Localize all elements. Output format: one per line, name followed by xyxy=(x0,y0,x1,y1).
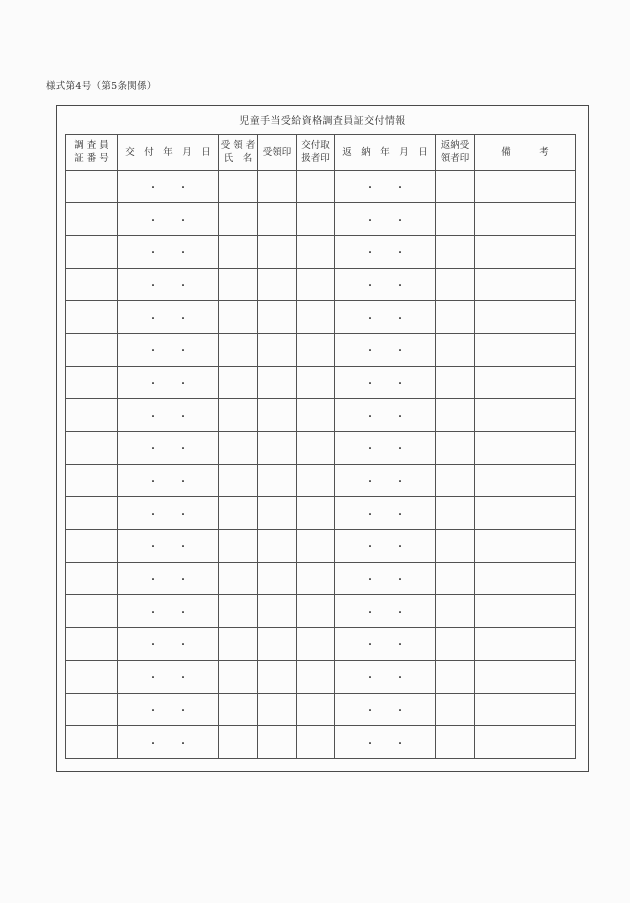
issuance-record-table xyxy=(65,134,576,759)
table-row xyxy=(66,693,576,726)
cell-remarks xyxy=(475,693,576,726)
cell-return-recipient-seal xyxy=(436,366,475,399)
cell-return-recipient-seal xyxy=(436,693,475,726)
table-row xyxy=(66,497,576,530)
cell-remarks xyxy=(475,432,576,465)
table-header xyxy=(66,135,576,171)
header-return-date xyxy=(335,135,436,171)
cell-return-date: ・ ・ xyxy=(335,530,436,563)
table-row xyxy=(66,333,576,366)
cell-issuing-handler-seal xyxy=(297,203,335,236)
cell-issue-date: ・ ・ xyxy=(118,660,219,693)
table-row xyxy=(66,628,576,661)
form-number-label: 様式第4号（第5条関係） xyxy=(46,81,157,92)
cell-investigator-id xyxy=(66,432,118,465)
cell-remarks xyxy=(475,726,576,759)
cell-issuing-handler-seal xyxy=(297,268,335,301)
cell-return-recipient-seal xyxy=(436,203,475,236)
table-row xyxy=(66,235,576,268)
table-row xyxy=(66,562,576,595)
cell-issuing-handler-seal xyxy=(297,660,335,693)
cell-receipt-seal xyxy=(258,530,297,563)
header-line: 扱者印 xyxy=(301,153,330,165)
header-line: 受領印 xyxy=(262,146,292,158)
cell-issuing-handler-seal xyxy=(297,399,335,432)
cell-recipient-name xyxy=(219,268,258,301)
cell-recipient-name xyxy=(219,497,258,530)
header-issue-date xyxy=(118,135,219,171)
cell-receipt-seal xyxy=(258,235,297,268)
cell-receipt-seal xyxy=(258,301,297,334)
cell-receipt-seal xyxy=(258,595,297,628)
cell-issue-date: ・ ・ xyxy=(118,301,219,334)
table-row xyxy=(66,399,576,432)
cell-receipt-seal xyxy=(258,366,297,399)
cell-return-recipient-seal xyxy=(436,235,475,268)
cell-issue-date: ・ ・ xyxy=(118,268,219,301)
cell-remarks xyxy=(475,268,576,301)
cell-investigator-id xyxy=(66,628,118,661)
cell-return-date: ・ ・ xyxy=(335,660,436,693)
cell-receipt-seal xyxy=(258,170,297,203)
table-row xyxy=(66,660,576,693)
cell-remarks xyxy=(475,366,576,399)
cell-recipient-name xyxy=(219,235,258,268)
cell-return-recipient-seal xyxy=(436,497,475,530)
cell-receipt-seal xyxy=(258,464,297,497)
table-row xyxy=(66,301,576,334)
cell-return-recipient-seal xyxy=(436,595,475,628)
cell-investigator-id xyxy=(66,464,118,497)
cell-issue-date: ・ ・ xyxy=(118,366,219,399)
cell-issuing-handler-seal xyxy=(297,530,335,563)
cell-remarks xyxy=(475,170,576,203)
cell-investigator-id xyxy=(66,235,118,268)
header-line: 交付取 xyxy=(301,139,330,151)
cell-receipt-seal xyxy=(258,660,297,693)
cell-return-date: ・ ・ xyxy=(335,235,436,268)
cell-issue-date: ・ ・ xyxy=(118,562,219,595)
table-body xyxy=(66,170,576,758)
cell-receipt-seal xyxy=(258,432,297,465)
cell-return-date: ・ ・ xyxy=(335,366,436,399)
header-remarks xyxy=(475,135,576,171)
cell-return-recipient-seal xyxy=(436,399,475,432)
cell-remarks xyxy=(475,628,576,661)
header-line: 交 付 年 月 日 xyxy=(125,146,211,158)
header-line: 返納受 xyxy=(440,139,470,151)
table-row xyxy=(66,595,576,628)
cell-remarks xyxy=(475,562,576,595)
cell-investigator-id xyxy=(66,399,118,432)
cell-investigator-id xyxy=(66,203,118,236)
cell-receipt-seal xyxy=(258,628,297,661)
cell-recipient-name xyxy=(219,366,258,399)
header-line: 調 査 員 xyxy=(74,139,109,151)
cell-issuing-handler-seal xyxy=(297,464,335,497)
cell-remarks xyxy=(475,464,576,497)
cell-remarks xyxy=(475,301,576,334)
cell-receipt-seal xyxy=(258,693,297,726)
cell-issuing-handler-seal xyxy=(297,432,335,465)
cell-return-date: ・ ・ xyxy=(335,301,436,334)
cell-recipient-name xyxy=(219,595,258,628)
cell-issue-date: ・ ・ xyxy=(118,333,219,366)
cell-receipt-seal xyxy=(258,333,297,366)
cell-issuing-handler-seal xyxy=(297,562,335,595)
cell-return-recipient-seal xyxy=(436,726,475,759)
cell-receipt-seal xyxy=(258,399,297,432)
cell-issue-date: ・ ・ xyxy=(118,432,219,465)
cell-issue-date: ・ ・ xyxy=(118,726,219,759)
header-line: 受 領 者 xyxy=(220,139,256,151)
cell-remarks xyxy=(475,203,576,236)
cell-recipient-name xyxy=(219,333,258,366)
cell-investigator-id xyxy=(66,301,118,334)
cell-return-date: ・ ・ xyxy=(335,497,436,530)
cell-return-recipient-seal xyxy=(436,170,475,203)
header-issuing-handler-seal xyxy=(297,135,335,171)
cell-return-recipient-seal xyxy=(436,301,475,334)
table-row xyxy=(66,726,576,759)
cell-remarks xyxy=(475,333,576,366)
cell-issue-date: ・ ・ xyxy=(118,497,219,530)
cell-issuing-handler-seal xyxy=(297,170,335,203)
cell-return-date: ・ ・ xyxy=(335,268,436,301)
cell-issue-date: ・ ・ xyxy=(118,203,219,236)
header-investigator-id xyxy=(66,135,118,171)
cell-investigator-id xyxy=(66,660,118,693)
cell-issuing-handler-seal xyxy=(297,595,335,628)
cell-return-recipient-seal xyxy=(436,464,475,497)
header-return-recipient-seal xyxy=(436,135,475,171)
cell-return-recipient-seal xyxy=(436,268,475,301)
cell-return-recipient-seal xyxy=(436,432,475,465)
cell-return-date: ・ ・ xyxy=(335,170,436,203)
table-row xyxy=(66,268,576,301)
cell-return-date: ・ ・ xyxy=(335,628,436,661)
cell-return-recipient-seal xyxy=(436,333,475,366)
cell-issue-date: ・ ・ xyxy=(118,170,219,203)
table-row xyxy=(66,464,576,497)
cell-recipient-name xyxy=(219,628,258,661)
cell-recipient-name xyxy=(219,562,258,595)
cell-recipient-name xyxy=(219,660,258,693)
cell-return-date: ・ ・ xyxy=(335,693,436,726)
cell-issuing-handler-seal xyxy=(297,628,335,661)
cell-return-recipient-seal xyxy=(436,530,475,563)
cell-return-date: ・ ・ xyxy=(335,399,436,432)
cell-remarks xyxy=(475,399,576,432)
cell-issue-date: ・ ・ xyxy=(118,595,219,628)
cell-remarks xyxy=(475,595,576,628)
table-row xyxy=(66,170,576,203)
header-line: 証 番 号 xyxy=(74,153,109,165)
cell-remarks xyxy=(475,660,576,693)
cell-return-recipient-seal xyxy=(436,628,475,661)
cell-issuing-handler-seal xyxy=(297,235,335,268)
cell-return-date: ・ ・ xyxy=(335,595,436,628)
cell-issue-date: ・ ・ xyxy=(118,399,219,432)
table-title: 児童手当受給資格調査員証交付情報 xyxy=(239,116,406,127)
cell-issuing-handler-seal xyxy=(297,333,335,366)
cell-return-date: ・ ・ xyxy=(335,203,436,236)
cell-issue-date: ・ ・ xyxy=(118,464,219,497)
cell-investigator-id xyxy=(66,268,118,301)
cell-issuing-handler-seal xyxy=(297,366,335,399)
outer-border-box xyxy=(56,105,589,772)
table-row xyxy=(66,366,576,399)
cell-recipient-name xyxy=(219,170,258,203)
cell-issuing-handler-seal xyxy=(297,497,335,530)
cell-receipt-seal xyxy=(258,562,297,595)
cell-receipt-seal xyxy=(258,203,297,236)
header-recipient-name xyxy=(219,135,258,171)
header-row xyxy=(66,135,576,171)
cell-return-date: ・ ・ xyxy=(335,432,436,465)
cell-recipient-name xyxy=(219,530,258,563)
header-line: 返 納 年 月 日 xyxy=(342,146,428,158)
cell-recipient-name xyxy=(219,464,258,497)
cell-remarks xyxy=(475,497,576,530)
cell-investigator-id xyxy=(66,366,118,399)
cell-investigator-id xyxy=(66,333,118,366)
table-row xyxy=(66,530,576,563)
cell-investigator-id xyxy=(66,726,118,759)
cell-remarks xyxy=(475,235,576,268)
cell-receipt-seal xyxy=(258,497,297,530)
cell-return-date: ・ ・ xyxy=(335,333,436,366)
cell-receipt-seal xyxy=(258,726,297,759)
cell-investigator-id xyxy=(66,170,118,203)
cell-recipient-name xyxy=(219,726,258,759)
header-receipt-seal xyxy=(258,135,297,171)
cell-investigator-id xyxy=(66,693,118,726)
cell-issuing-handler-seal xyxy=(297,301,335,334)
cell-receipt-seal xyxy=(258,268,297,301)
cell-return-date: ・ ・ xyxy=(335,464,436,497)
cell-investigator-id xyxy=(66,595,118,628)
table-row xyxy=(66,203,576,236)
cell-return-recipient-seal xyxy=(436,562,475,595)
cell-investigator-id xyxy=(66,497,118,530)
cell-issue-date: ・ ・ xyxy=(118,628,219,661)
header-line: 氏 名 xyxy=(223,153,253,165)
cell-return-date: ・ ・ xyxy=(335,562,436,595)
cell-issue-date: ・ ・ xyxy=(118,693,219,726)
cell-recipient-name xyxy=(219,432,258,465)
cell-recipient-name xyxy=(219,203,258,236)
cell-issuing-handler-seal xyxy=(297,693,335,726)
cell-investigator-id xyxy=(66,562,118,595)
cell-remarks xyxy=(475,530,576,563)
cell-return-date: ・ ・ xyxy=(335,726,436,759)
cell-return-recipient-seal xyxy=(436,660,475,693)
cell-recipient-name xyxy=(219,399,258,432)
header-line: 領者印 xyxy=(440,153,470,165)
table-row xyxy=(66,432,576,465)
cell-issuing-handler-seal xyxy=(297,726,335,759)
header-line: 備 考 xyxy=(501,146,549,158)
cell-recipient-name xyxy=(219,693,258,726)
cell-issue-date: ・ ・ xyxy=(118,235,219,268)
cell-issue-date: ・ ・ xyxy=(118,530,219,563)
cell-investigator-id xyxy=(66,530,118,563)
cell-recipient-name xyxy=(219,301,258,334)
